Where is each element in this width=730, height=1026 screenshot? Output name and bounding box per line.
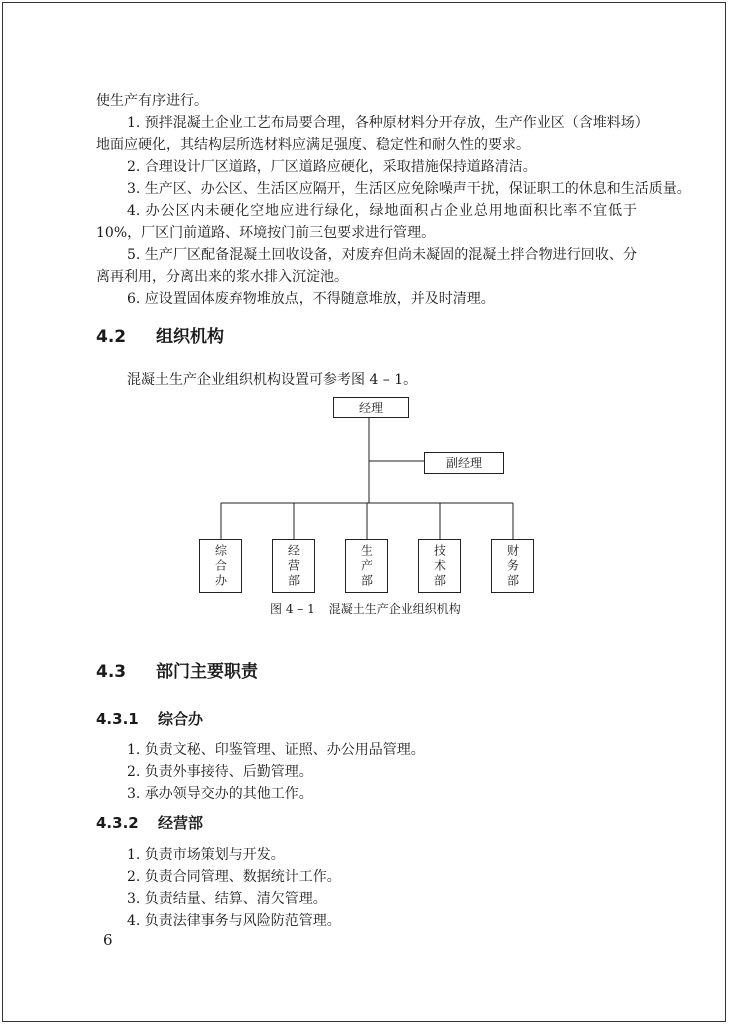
paragraph-3: 3. 生产区、办公区、生活区应隔开，生活区应免除噪声干扰，保证职工的休息和生活质量。 — [127, 181, 691, 197]
org-box-dept-business: 经营部 — [272, 539, 315, 593]
figure-caption — [270, 601, 461, 617]
org-chart-connectors — [3, 3, 727, 1023]
org-box-label: 经理 — [358, 400, 383, 415]
section-number: 4.3.1 — [96, 710, 139, 728]
org-box-dept-general-office: 综合办 — [199, 539, 242, 593]
section-4-3-heading — [96, 661, 258, 683]
paragraph-5-line-2: 离再利用，分离出来的浆水排入沉淀池。 — [96, 269, 348, 285]
section-4-2-intro: 混凝土生产企业组织机构设置可参考图 4 – 1。 — [127, 372, 418, 388]
org-box-dept-finance: 财务部 — [491, 539, 534, 593]
paragraph-4-line-1: 4. 办公区内未硬化空地应进行绿化，绿地面积占企业总用地面积比率不宜低于 — [127, 203, 637, 219]
section-number: 4.3 — [96, 662, 127, 682]
document-page — [2, 2, 726, 1022]
org-box-dept-technical: 技术部 — [418, 539, 461, 593]
list-item: 3. 承办领导交办的其他工作。 — [127, 786, 313, 802]
paragraph-6: 6. 应设置固体废弃物堆放点，不得随意堆放，并及时清理。 — [127, 291, 495, 307]
org-box-deputy-manager — [424, 452, 504, 474]
section-number: 4.2 — [96, 327, 127, 347]
org-box-label: 副经理 — [445, 456, 482, 470]
section-4-2-heading — [96, 326, 224, 348]
org-box-manager — [333, 397, 409, 418]
list-item: 2. 负责外事接待、后勤管理。 — [127, 764, 313, 780]
list-item: 1. 负责市场策划与开发。 — [127, 847, 285, 863]
figure-title: 混凝土生产企业组织机构 — [328, 602, 461, 616]
section-title: 综合办 — [158, 710, 204, 728]
paragraph-2: 2. 合理设计厂区道路，厂区道路应硬化，采取措施保持道路清洁。 — [127, 159, 537, 175]
page-number: 6 — [103, 931, 113, 949]
list-item: 2. 负责合同管理、数据统计工作。 — [127, 869, 341, 885]
paragraph-continuation: 使生产有序进行。 — [96, 93, 208, 109]
section-title: 经营部 — [158, 814, 204, 832]
section-4-3-1-heading — [96, 709, 203, 729]
section-4-3-2-heading — [96, 813, 203, 833]
section-number: 4.3.2 — [96, 814, 139, 832]
paragraph-1-line-1: 1. 预拌混凝土企业工艺布局要合理，各种原材料分开存放，生产作业区（含堆料场） — [127, 115, 649, 131]
list-item: 4. 负责法律事务与风险防范管理。 — [127, 913, 341, 929]
section-title: 组织机构 — [156, 327, 224, 347]
figure-number: 图 4 – 1 — [270, 602, 315, 616]
list-item: 3. 负责结量、结算、清欠管理。 — [127, 891, 327, 907]
paragraph-5-line-1: 5. 生产厂区配备混凝土回收设备，对废弃但尚未凝固的混凝土拌合物进行回收、分 — [127, 247, 637, 263]
org-box-dept-production: 生产部 — [345, 539, 388, 593]
paragraph-1-line-2: 地面应硬化，其结构层所选材料应满足强度、稳定性和耐久性的要求。 — [96, 137, 530, 153]
list-item: 1. 负责文秘、印鉴管理、证照、办公用品管理。 — [127, 742, 425, 758]
paragraph-4-line-2: 10%，厂区门前道路、环境按门前三包要求进行管理。 — [96, 225, 436, 241]
section-title: 部门主要职责 — [156, 662, 258, 682]
